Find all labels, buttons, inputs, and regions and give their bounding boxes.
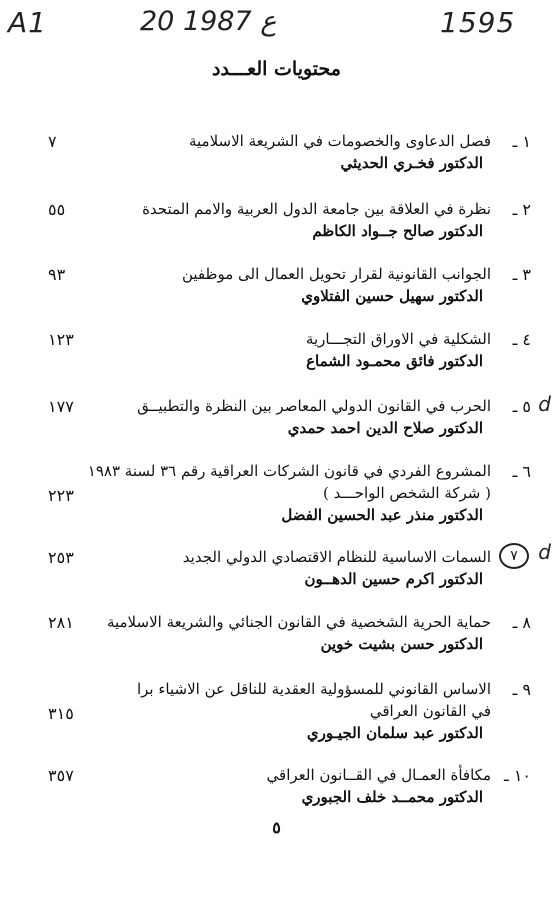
entry-title: الجوانب القانونية لقرار تحويل العمال الى موظفين bbox=[181, 265, 491, 283]
entry-title: الحرب في القانون الدولي المعاصر بين النظرة والتطبيــق bbox=[137, 397, 491, 415]
entry-title: الشكلية في الاوراق التجـــارية bbox=[305, 330, 491, 348]
toc-entry-9 bbox=[0, 680, 553, 760]
entry-number: ٤ ـ bbox=[512, 330, 531, 349]
entry-number: ٢ ـ bbox=[512, 200, 531, 219]
entry-number: ١٠ ـ bbox=[504, 766, 531, 785]
margin-mark-7: d bbox=[538, 540, 551, 564]
entry-title: فصل الدعاوى والخصومات في الشريعة الاسلامية bbox=[188, 132, 491, 150]
entry-author: الدكتور محمــد خلف الجبوري bbox=[301, 788, 483, 806]
entry-author: الدكتور فائق محمـود الشماع bbox=[306, 352, 483, 370]
entry-title: مكافأة العمـال في القــانون العراقي bbox=[266, 766, 491, 784]
page-number: ٥ bbox=[272, 818, 281, 837]
entry-author: الدكتور فخـري الحديثي bbox=[340, 154, 483, 172]
handwritten-number: 1595 bbox=[440, 6, 516, 39]
entry-page: ٩٣ bbox=[48, 265, 66, 284]
entry-author: الدكتور صالح جــواد الكاظم bbox=[312, 222, 483, 240]
entry-page: ١٧٧ bbox=[48, 397, 74, 416]
entry-author: الدكتور صلاح الدين احمد حمدي bbox=[287, 419, 483, 437]
entry-title: المشروع الفردي في قانون الشركات العراقية رقم ٣٦ لسنة ١٩٨٣ bbox=[87, 462, 491, 480]
entry-title: الاساس القانوني للمسؤولية العقدية للناقل عن الاشياء برا bbox=[136, 680, 491, 698]
entry-number: ٨ ـ bbox=[512, 613, 531, 632]
entry-page: ٢٥٣ bbox=[48, 548, 74, 567]
entry-number: ٥ ـ bbox=[512, 397, 531, 416]
entry-title-line2: في القانون العراقي bbox=[369, 702, 491, 720]
circled-number-7: ٧ bbox=[499, 543, 529, 569]
handwritten-date: 20 ع 1987 bbox=[140, 6, 277, 37]
page-title: محتويات العـــدد bbox=[212, 58, 341, 80]
entry-title: السمات الاساسية للنظام الاقتصادي الدولي الجديد bbox=[182, 548, 491, 566]
handwritten-note-left: A1 bbox=[8, 6, 47, 39]
entry-number: ٦ ـ bbox=[512, 462, 531, 481]
entry-number: ٣ ـ bbox=[512, 265, 531, 284]
entry-page: ١٢٣ bbox=[48, 330, 74, 349]
entry-title-line2: ( شركة الشخص الواحـــد ) bbox=[323, 484, 491, 502]
entry-page: ٢٢٣ bbox=[48, 486, 74, 505]
entry-author: الدكتور عبد سلمان الجيـوري bbox=[306, 724, 483, 742]
entry-page: ٧ bbox=[48, 132, 57, 151]
entry-page: ٣٥٧ bbox=[48, 766, 74, 785]
entry-number: ١ ـ bbox=[512, 132, 531, 151]
entry-author: الدكتور منذر عبد الحسين الفضل bbox=[281, 506, 483, 524]
entry-page: ٢٨١ bbox=[48, 613, 74, 632]
entry-author: الدكتور سهيل حسين الفتلاوي bbox=[301, 287, 483, 305]
entry-page: ٥٥ bbox=[48, 200, 66, 219]
entry-title: حماية الحرية الشخصية في القانون الجنائي والشريعة الاسلامية bbox=[106, 613, 491, 631]
toc-entry-6 bbox=[0, 462, 553, 542]
margin-mark-5: d bbox=[538, 392, 551, 416]
entry-author: الدكتور حسن بشيت خوين bbox=[320, 635, 483, 653]
entry-number: ٩ ـ bbox=[512, 680, 531, 699]
entry-author: الدكتور اكرم حسين الدهــون bbox=[304, 570, 483, 588]
entry-title: نظرة في العلاقة بين جامعة الدول العربية والامم المتحدة bbox=[142, 200, 491, 218]
entry-page: ٣١٥ bbox=[48, 704, 74, 723]
